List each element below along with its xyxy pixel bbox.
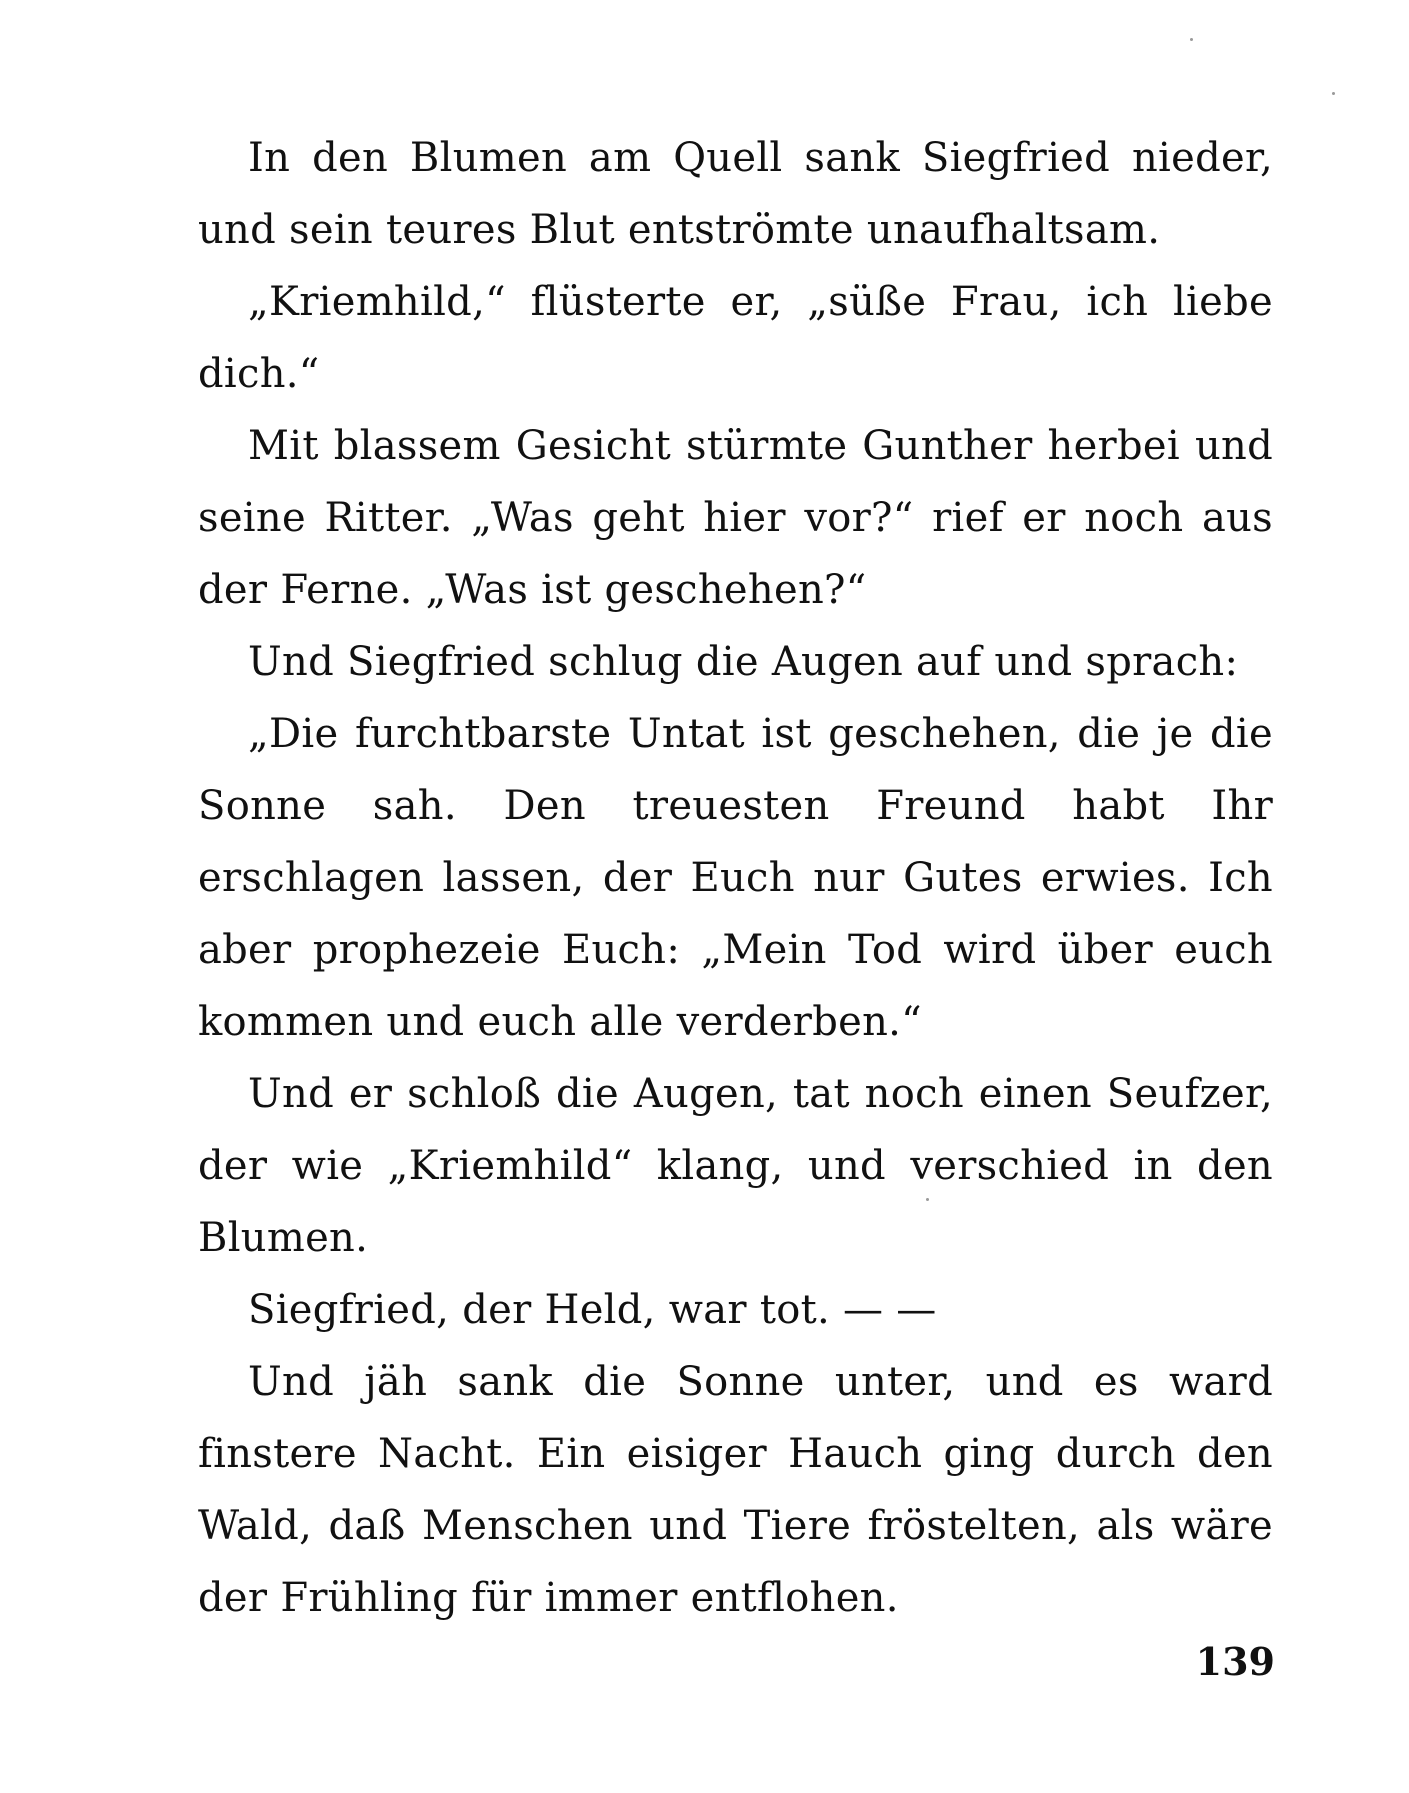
- paragraph: Und er schloß die Augen, tat noch einen Seufzer, der wie „Kriemhild“ klang, und verschied in den Blumen.: [198, 1071, 1273, 1261]
- paragraph: „Die furchtbarste Untat ist geschehen, die je die Sonne sah. Den treuesten Freund habt Ihr erschlagen lassen, der Euch nur Gutes erwies. Ich aber prophezeie Euch: „Mein Tod wird über euch kommen und euch alle verderben.“: [198, 711, 1273, 1045]
- paragraph: Und jäh sank die Sonne unter, und es ward finstere Nacht. Ein eisiger Hauch ging durch den Wald, daß Menschen und Tiere fröstelten, als wäre der Frühling für immer entflohen.: [198, 1359, 1273, 1621]
- paragraph: Mit blassem Gesicht stürmte Gunther herbei und seine Ritter. „Was geht hier vor?“ rief er noch aus der Ferne. „Was ist geschehen?“: [198, 423, 1273, 613]
- paper-speck: [1332, 92, 1335, 95]
- paragraph: In den Blumen am Quell sank Siegfried nieder, und sein teures Blut entströmte unaufhaltsam.: [198, 135, 1273, 253]
- paper-speck: [1190, 38, 1193, 41]
- paragraph: Und Siegfried schlug die Augen auf und sprach:: [248, 639, 1239, 685]
- paragraph: „Kriemhild,“ flüsterte er, „süße Frau, ich liebe dich.“: [198, 279, 1273, 397]
- page-number: 139: [1195, 1639, 1275, 1684]
- body-text: [198, 122, 1273, 1634]
- paragraph: Siegfried, der Held, war tot. — —: [248, 1287, 937, 1333]
